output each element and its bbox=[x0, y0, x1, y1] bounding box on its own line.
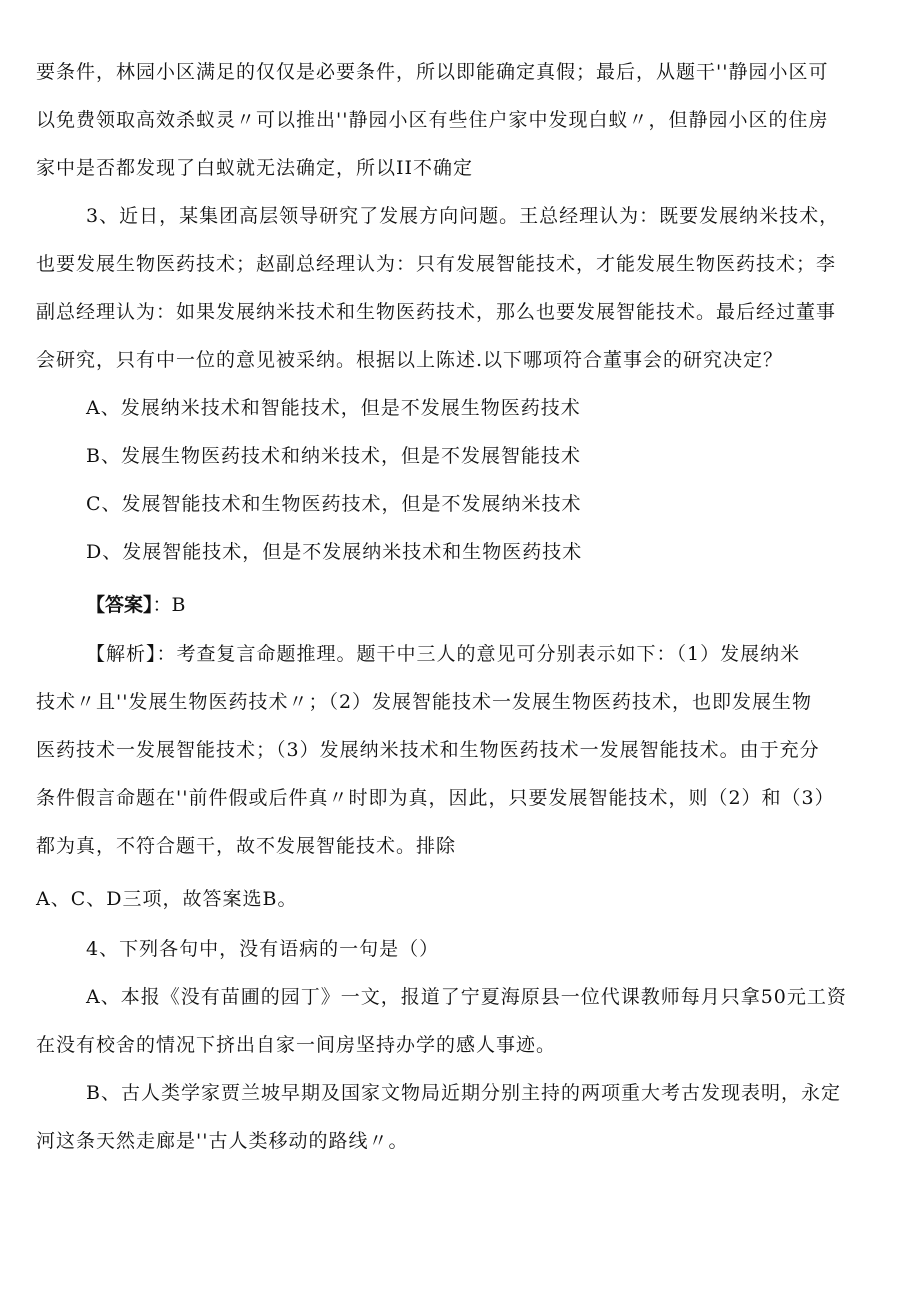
analysis-line: A、C、D三项，故答案选B。 bbox=[36, 888, 298, 910]
question-3-line: 3、近日，某集团高层领导研究了发展方向问题。王总经理认为：既要发展纳米技术， bbox=[86, 205, 840, 227]
option-a: 在没有校舍的情况下挤出自家一间房坚持办学的感人事迹。 bbox=[36, 1034, 557, 1056]
option-b: 河这条天然走廊是''古人类移动的路线〃。 bbox=[36, 1130, 409, 1152]
answer-label: 【答案】 bbox=[86, 594, 153, 616]
analysis-line: 都为真，不符合题干，故不发展智能技术。排除 bbox=[36, 835, 457, 857]
analysis-line: 条件假言命题在''前件假或后件真〃时即为真，因此，只要发展智能技术，则（2）和（3） bbox=[36, 787, 835, 809]
analysis-line: 技术〃且''发展生物医药技术〃；（2）发展智能技术一发展生物医药技术，也即发展生物 bbox=[36, 691, 813, 713]
question-3-line: 副总经理认为：如果发展纳米技术和生物医药技术，那么也要发展智能技术。最后经过董事 bbox=[36, 301, 837, 323]
option-b: B、古人类学家贾兰坡早期及国家文物局近期分别主持的两项重大考古发现表明，永定 bbox=[86, 1082, 841, 1104]
option-b: B、发展生物医药技术和纳米技术，但是不发展智能技术 bbox=[86, 445, 581, 467]
text-line: 家中是否都发现了白蚁就无法确定，所以II不确定 bbox=[36, 157, 474, 179]
question-3-line: 会研究，只有中一位的意见被采纳。根据以上陈述.以下哪项符合董事会的研究决定？ bbox=[36, 349, 784, 371]
text-line: 以免费领取高效杀蚁灵〃可以推出''静园小区有些住户家中发现白蚁〃，但静园小区的住房 bbox=[36, 109, 829, 131]
analysis-line: 医药技术一发展智能技术；（3）发展纳米技术和生物医药技术一发展智能技术。由于充分 bbox=[36, 739, 820, 761]
answer-line bbox=[86, 592, 920, 618]
option-a: A、发展纳米技术和智能技术，但是不发展生物医药技术 bbox=[86, 397, 581, 419]
question-3-line: 也要发展生物医药技术；赵副总经理认为：只有发展智能技术，才能发展生物医药技术；李 bbox=[36, 253, 837, 275]
analysis-line: 【解析】：考查复言命题推理。题干中三人的意见可分别表示如下：（1）发展纳米 bbox=[86, 643, 801, 665]
option-c: C、发展智能技术和生物医药技术，但是不发展纳米技术 bbox=[86, 493, 582, 515]
answer-value: ：B bbox=[152, 594, 186, 616]
question-4-line: 4、下列各句中，没有语病的一句是（） bbox=[86, 938, 440, 960]
text-line: 要条件，林园小区满足的仅仅是必要条件，所以即能确定真假；最后，从题干''静园小区可 bbox=[36, 61, 829, 83]
option-d: D、发展智能技术，但是不发展纳米技术和生物医药技术 bbox=[86, 541, 583, 563]
option-a: A、本报《没有苗圃的园丁》一文，报道了宁夏海原县一位代课教师每月只拿50元工资 bbox=[86, 986, 847, 1008]
